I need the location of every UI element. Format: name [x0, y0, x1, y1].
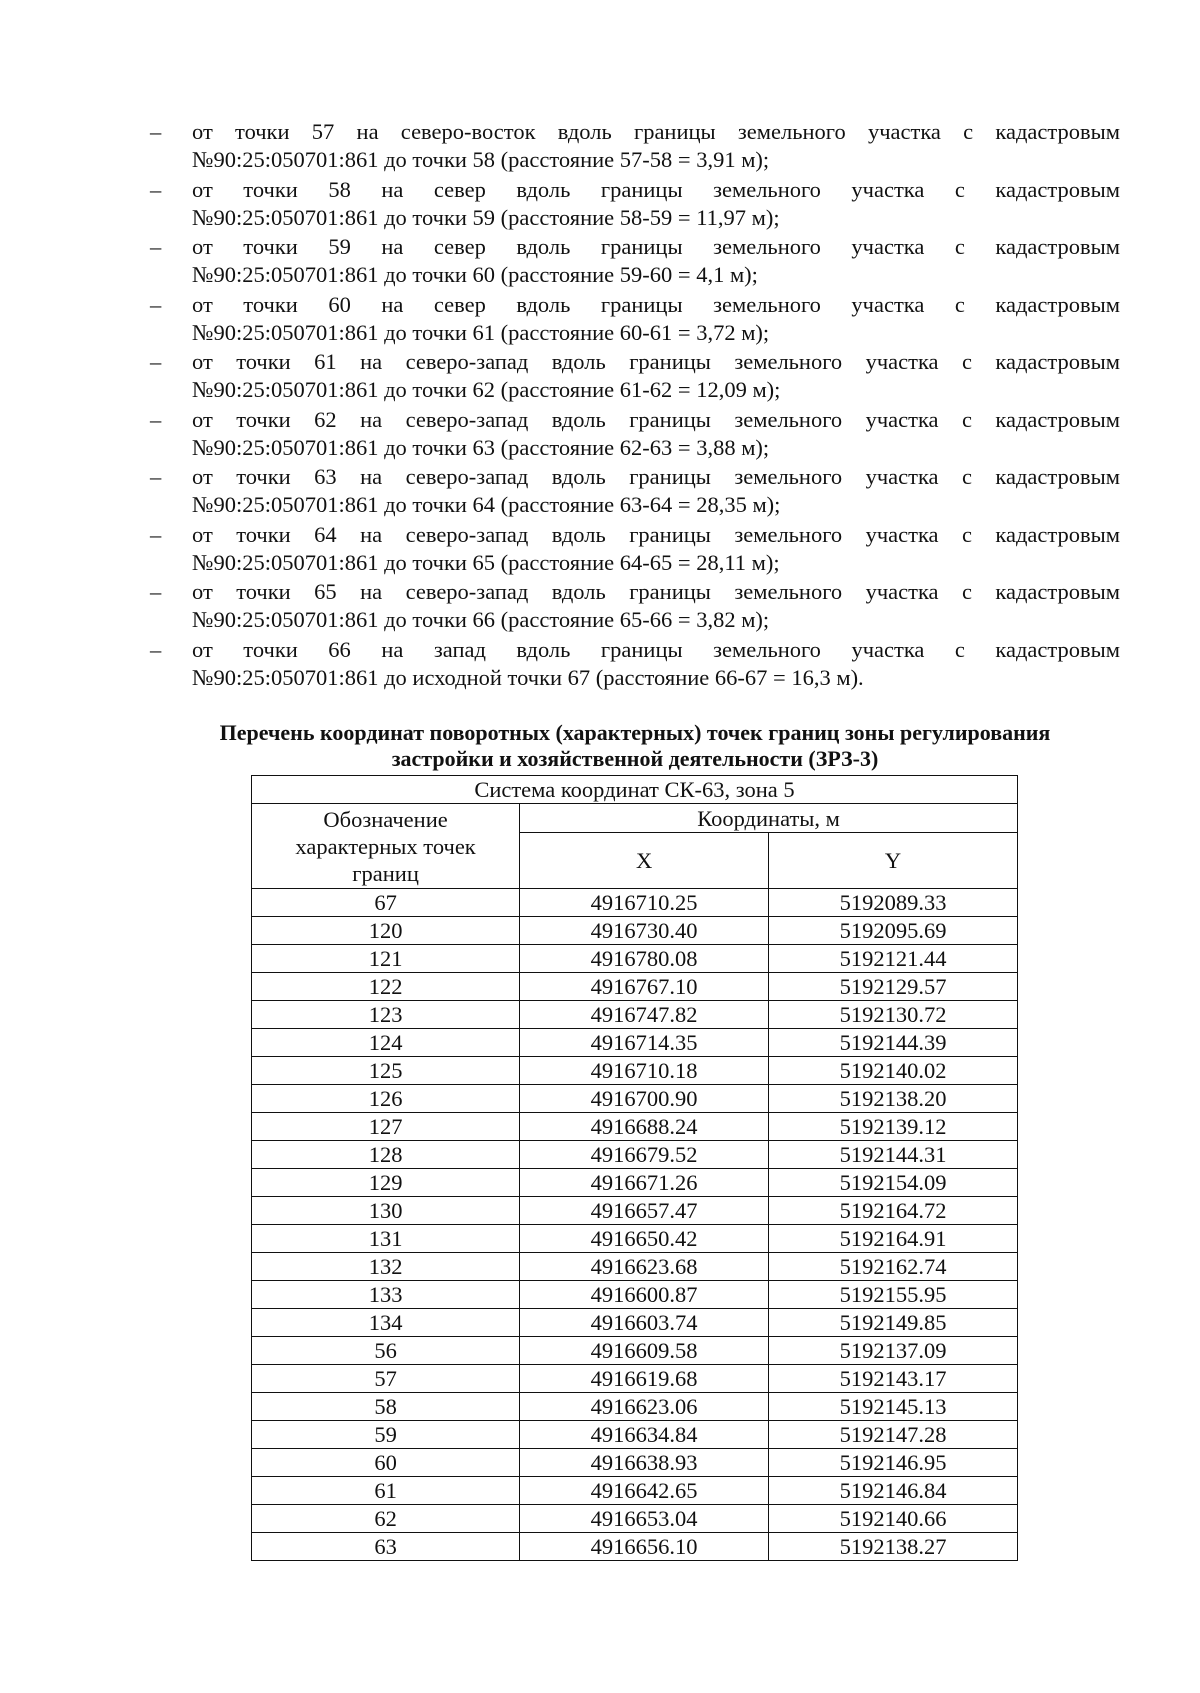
- point-cell: 129: [252, 1169, 520, 1197]
- y-coordinate-cell: 5192145.13: [769, 1393, 1018, 1421]
- x-coordinate-cell: 4916638.93: [520, 1449, 769, 1477]
- point-cell: 58: [252, 1393, 520, 1421]
- table-row: [252, 1169, 1018, 1197]
- point-cell: 67: [252, 889, 520, 917]
- list-item-line-1: от точки 66 на запад вдоль границы земельного участка с кадастровым: [192, 636, 1120, 662]
- y-coordinate-cell: 5192144.39: [769, 1029, 1018, 1057]
- point-cell: 120: [252, 917, 520, 945]
- list-item-line-2: №90:25:050701:861 до точки 65 (расстояние 64-65 = 28,11 м);: [192, 549, 780, 575]
- x-coordinate-cell: 4916619.68: [520, 1365, 769, 1393]
- list-item-text: [192, 521, 1120, 577]
- point-cell: 61: [252, 1477, 520, 1505]
- x-coordinate-cell: 4916710.25: [520, 889, 769, 917]
- table-row: [252, 1533, 1018, 1561]
- table-row: [252, 1449, 1018, 1477]
- list-item-line-1: от точки 57 на северо-восток вдоль границы земельного участка с кадастровым: [192, 119, 1120, 144]
- table-row: [252, 1253, 1018, 1281]
- y-coordinate-cell: 5192164.91: [769, 1225, 1018, 1253]
- list-dash: –: [150, 636, 162, 662]
- table-row: [252, 1393, 1018, 1421]
- x-coordinate-cell: 4916609.58: [520, 1337, 769, 1365]
- x-header: X: [520, 833, 769, 889]
- y-coordinate-cell: 5192130.72: [769, 1001, 1018, 1029]
- x-coordinate-cell: 4916603.74: [520, 1309, 769, 1337]
- y-coordinate-cell: 5192138.27: [769, 1533, 1018, 1561]
- x-coordinate-cell: 4916650.42: [520, 1225, 769, 1253]
- y-coordinate-cell: 5192095.69: [769, 917, 1018, 945]
- y-coordinate-cell: 5192140.66: [769, 1505, 1018, 1533]
- designation-header-line: границ: [352, 861, 419, 886]
- point-cell: 132: [252, 1253, 520, 1281]
- table-row: [252, 1197, 1018, 1225]
- y-coordinate-cell: 5192139.12: [769, 1113, 1018, 1141]
- list-item-line-2: №90:25:050701:861 до точки 61 (расстояние 60-61 = 3,72 м);: [192, 319, 770, 345]
- list-item-line-1: от точки 65 на северо-запад вдоль границы земельного участка с кадастровым: [192, 579, 1120, 604]
- y-coordinate-cell: 5192147.28: [769, 1421, 1018, 1449]
- y-coordinate-cell: 5192146.84: [769, 1477, 1018, 1505]
- x-coordinate-cell: 4916767.10: [520, 973, 769, 1001]
- coordinates-heading: [150, 720, 1120, 772]
- list-item: [150, 348, 1120, 404]
- list-item-line-2: №90:25:050701:861 до точки 66 (расстояние 65-66 = 3,82 м);: [192, 607, 770, 632]
- list-item-text: [192, 578, 1120, 634]
- list-item-text: [192, 406, 1120, 462]
- table-row: [252, 917, 1018, 945]
- table-row: [252, 1337, 1018, 1365]
- point-cell: 131: [252, 1225, 520, 1253]
- table-row: [252, 973, 1018, 1001]
- list-item: [150, 463, 1120, 519]
- list-item-line-1: от точки 62 на северо-запад вдоль границы земельного участка с кадастровым: [192, 406, 1120, 432]
- point-cell: 122: [252, 973, 520, 1001]
- list-item: [150, 406, 1120, 462]
- list-item: [150, 578, 1120, 634]
- x-coordinate-cell: 4916671.26: [520, 1169, 769, 1197]
- x-coordinate-cell: 4916710.18: [520, 1057, 769, 1085]
- coordinates-table: [251, 775, 1018, 1561]
- y-coordinate-cell: 5192162.74: [769, 1253, 1018, 1281]
- list-item-line-2: №90:25:050701:861 до точки 60 (расстояние 59-60 = 4,1 м);: [192, 262, 758, 287]
- list-dash: –: [150, 579, 162, 604]
- point-cell: 127: [252, 1113, 520, 1141]
- y-coordinate-cell: 5192143.17: [769, 1365, 1018, 1393]
- list-item-line-1: от точки 61 на северо-запад вдоль границы земельного участка с кадастровым: [192, 349, 1120, 374]
- y-coordinate-cell: 5192129.57: [769, 973, 1018, 1001]
- y-coordinate-cell: 5192137.09: [769, 1337, 1018, 1365]
- list-item-text: [192, 118, 1120, 174]
- list-item-line-1: от точки 64 на северо-запад вдоль границы земельного участка с кадастровым: [192, 521, 1120, 547]
- designation-header: [252, 804, 520, 889]
- point-cell: 60: [252, 1449, 520, 1477]
- table-row: [252, 1421, 1018, 1449]
- x-coordinate-cell: 4916634.84: [520, 1421, 769, 1449]
- list-item-text: [192, 233, 1120, 289]
- designation-header-line: Обозначение: [323, 807, 448, 832]
- table-row: [252, 1477, 1018, 1505]
- designation-header-line: характерных точек: [295, 834, 476, 859]
- table-row: [252, 945, 1018, 973]
- table-row: [252, 1057, 1018, 1085]
- list-item: [150, 233, 1120, 289]
- list-item-line-1: от точки 63 на северо-запад вдоль границы земельного участка с кадастровым: [192, 464, 1120, 489]
- x-coordinate-cell: 4916747.82: [520, 1001, 769, 1029]
- list-dash: –: [150, 521, 162, 547]
- point-cell: 123: [252, 1001, 520, 1029]
- list-item-line-2: №90:25:050701:861 до исходной точки 67 (расстояние 66-67 = 16,3 м).: [192, 664, 864, 690]
- table-row: [252, 1309, 1018, 1337]
- list-item-text: [192, 291, 1120, 347]
- point-cell: 124: [252, 1029, 520, 1057]
- table-row: [252, 1365, 1018, 1393]
- list-item-line-1: от точки 60 на север вдоль границы земельного участка с кадастровым: [192, 291, 1120, 317]
- x-coordinate-cell: 4916657.47: [520, 1197, 769, 1225]
- coordinate-system-header: Система координат СК-63, зона 5: [252, 776, 1018, 804]
- y-coordinate-cell: 5192155.95: [769, 1281, 1018, 1309]
- table-row: [252, 1141, 1018, 1169]
- point-cell: 59: [252, 1421, 520, 1449]
- list-item-text: [192, 176, 1120, 232]
- x-coordinate-cell: 4916700.90: [520, 1085, 769, 1113]
- list-dash: –: [150, 464, 162, 489]
- point-cell: 125: [252, 1057, 520, 1085]
- list-item: [150, 636, 1120, 692]
- list-item: [150, 118, 1120, 174]
- point-cell: 126: [252, 1085, 520, 1113]
- y-coordinate-cell: 5192089.33: [769, 889, 1018, 917]
- coordinates-header: Координаты, м: [520, 804, 1018, 833]
- table-row: [252, 1505, 1018, 1533]
- list-item-text: [192, 636, 1120, 692]
- point-cell: 121: [252, 945, 520, 973]
- point-cell: 128: [252, 1141, 520, 1169]
- list-item-text: [192, 463, 1120, 519]
- table-row: [252, 889, 1018, 917]
- list-dash: –: [150, 176, 162, 202]
- x-coordinate-cell: 4916642.65: [520, 1477, 769, 1505]
- y-coordinate-cell: 5192154.09: [769, 1169, 1018, 1197]
- x-coordinate-cell: 4916714.35: [520, 1029, 769, 1057]
- list-item-line-2: №90:25:050701:861 до точки 58 (расстояние 57-58 = 3,91 м);: [192, 147, 770, 172]
- list-item-line-2: №90:25:050701:861 до точки 62 (расстояние 61-62 = 12,09 м);: [192, 377, 781, 402]
- point-cell: 57: [252, 1365, 520, 1393]
- x-coordinate-cell: 4916623.68: [520, 1253, 769, 1281]
- list-item-line-2: №90:25:050701:861 до точки 63 (расстояние 62-63 = 3,88 м);: [192, 434, 770, 460]
- list-dash: –: [150, 349, 162, 374]
- list-dash: –: [150, 291, 162, 317]
- list-item-line-2: №90:25:050701:861 до точки 59 (расстояние 58-59 = 11,97 м);: [192, 204, 780, 230]
- point-cell: 134: [252, 1309, 520, 1337]
- x-coordinate-cell: 4916688.24: [520, 1113, 769, 1141]
- list-item-line-1: от точки 58 на север вдоль границы земельного участка с кадастровым: [192, 176, 1120, 202]
- point-cell: 130: [252, 1197, 520, 1225]
- x-coordinate-cell: 4916780.08: [520, 945, 769, 973]
- y-coordinate-cell: 5192144.31: [769, 1141, 1018, 1169]
- table-row: [252, 1085, 1018, 1113]
- table-row: [252, 1225, 1018, 1253]
- table-system-row: [252, 776, 1018, 804]
- y-coordinate-cell: 5192164.72: [769, 1197, 1018, 1225]
- x-coordinate-cell: 4916653.04: [520, 1505, 769, 1533]
- y-coordinate-cell: 5192121.44: [769, 945, 1018, 973]
- heading-line-1: Перечень координат поворотных (характерных) точек границ зоны регулирования: [219, 720, 1051, 745]
- x-coordinate-cell: 4916623.06: [520, 1393, 769, 1421]
- heading-line-2: застройки и хозяйственной деятельности (ЗРЗ-3): [391, 746, 879, 771]
- x-coordinate-cell: 4916679.52: [520, 1141, 769, 1169]
- y-coordinate-cell: 5192149.85: [769, 1309, 1018, 1337]
- point-cell: 62: [252, 1505, 520, 1533]
- y-coordinate-cell: 5192146.95: [769, 1449, 1018, 1477]
- boundary-description-list: [150, 118, 1120, 693]
- list-item-text: [192, 348, 1120, 404]
- point-cell: 133: [252, 1281, 520, 1309]
- list-item: [150, 521, 1120, 577]
- table-row: [252, 1029, 1018, 1057]
- point-cell: 56: [252, 1337, 520, 1365]
- table-row: [252, 1281, 1018, 1309]
- x-coordinate-cell: 4916730.40: [520, 917, 769, 945]
- list-item: [150, 176, 1120, 232]
- table-row: [252, 1001, 1018, 1029]
- list-item-line-1: от точки 59 на север вдоль границы земельного участка с кадастровым: [192, 234, 1120, 259]
- list-dash: –: [150, 406, 162, 432]
- list-item-line-2: №90:25:050701:861 до точки 64 (расстояние 63-64 = 28,35 м);: [192, 492, 781, 517]
- table-header-row: [252, 804, 1018, 833]
- list-dash: –: [150, 234, 162, 259]
- x-coordinate-cell: 4916656.10: [520, 1533, 769, 1561]
- y-coordinate-cell: 5192140.02: [769, 1057, 1018, 1085]
- list-dash: –: [150, 119, 162, 144]
- y-header: Y: [769, 833, 1018, 889]
- coordinates-table-body: [252, 889, 1018, 1561]
- point-cell: 63: [252, 1533, 520, 1561]
- x-coordinate-cell: 4916600.87: [520, 1281, 769, 1309]
- table-row: [252, 1113, 1018, 1141]
- list-item: [150, 291, 1120, 347]
- y-coordinate-cell: 5192138.20: [769, 1085, 1018, 1113]
